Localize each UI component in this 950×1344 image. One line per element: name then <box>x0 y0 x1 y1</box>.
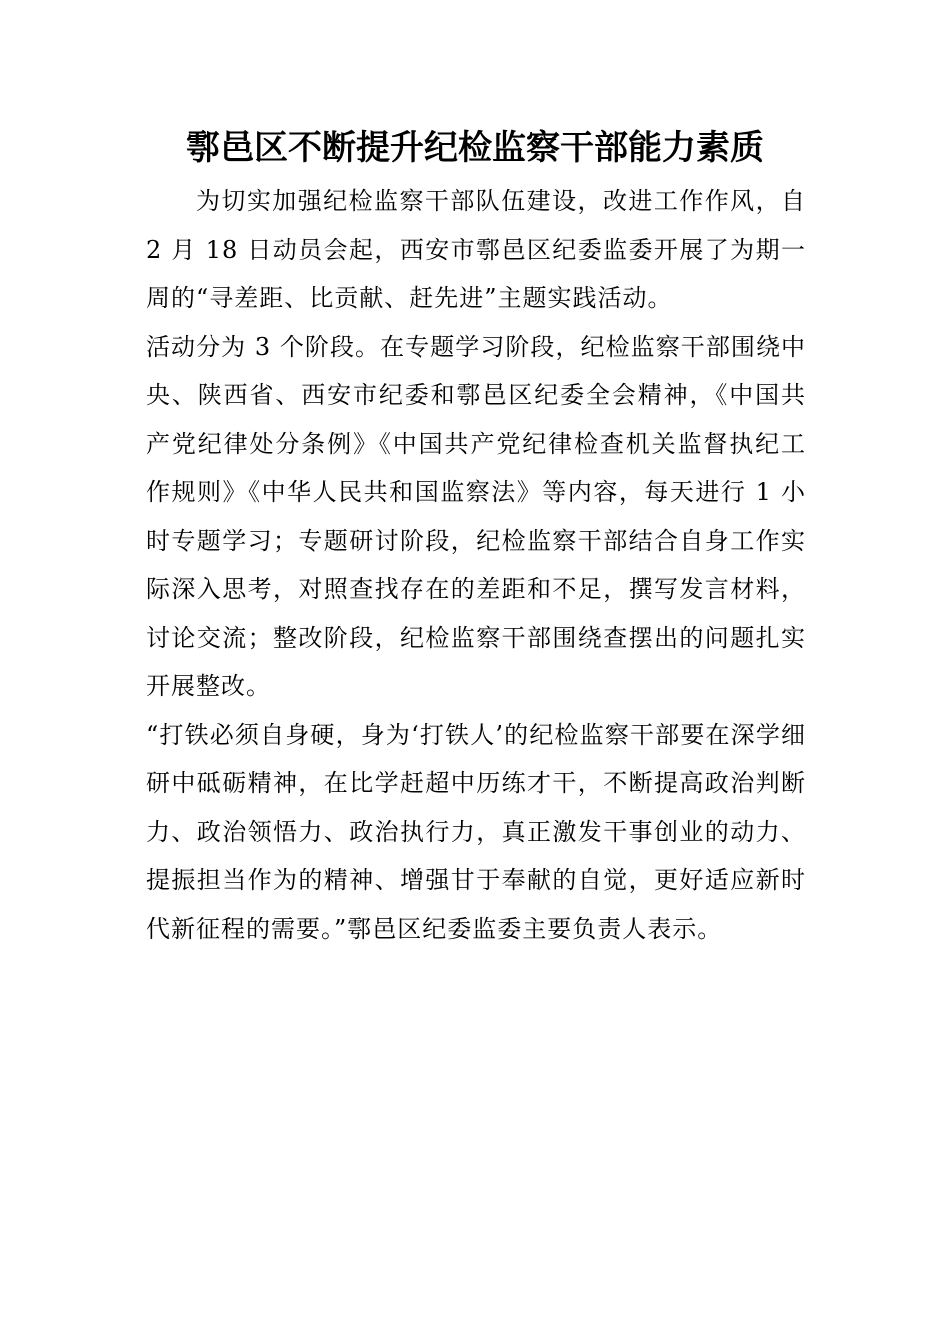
paragraph-intro: 为切实加强纪检监察干部队伍建设，改进工作作风，自 2 月 18 日动员会起，西安市鄠邑区纪委监委开展了为期一周的“寻差距、比贡献、赶先进”主题实践活动。 <box>146 187 806 312</box>
document-title: 鄠邑区不断提升纪检监察干部能力素质 <box>186 128 764 168</box>
paragraph-stages: 活动分为 3 个阶段。在专题学习阶段，纪检监察干部围绕中央、陕西省、西安市纪委和鄠邑区纪委全会精神，《中国共产党纪律处分条例》《中国共产党纪律检查机关监督执纪工作规则》《中华人民共和国监察法》等内容，每天进行 1 小时专题学习；专题研讨阶段，纪检监察干部结合自身工作实际深入思考，对照查找存在的差距和不足，撰写发言材料，讨论交流；整改阶段，纪检监察干部围绕查摆出的问题扎实开展整改。 <box>146 332 806 700</box>
paragraph-quote: “打铁必须自身硬，身为‘打铁人’的纪检监察干部要在深学细研中砥砺精神，在比学赶超中历练才干，不断提高政治判断力、政治领悟力、政治执行力，真正激发干事创业的动力、提振担当作为的精神、增强甘于奉献的自觉，更好适应新时代新征程的需要。”鄠邑区纪委监委主要负责人表示。 <box>146 720 806 943</box>
document-body <box>146 177 806 953</box>
